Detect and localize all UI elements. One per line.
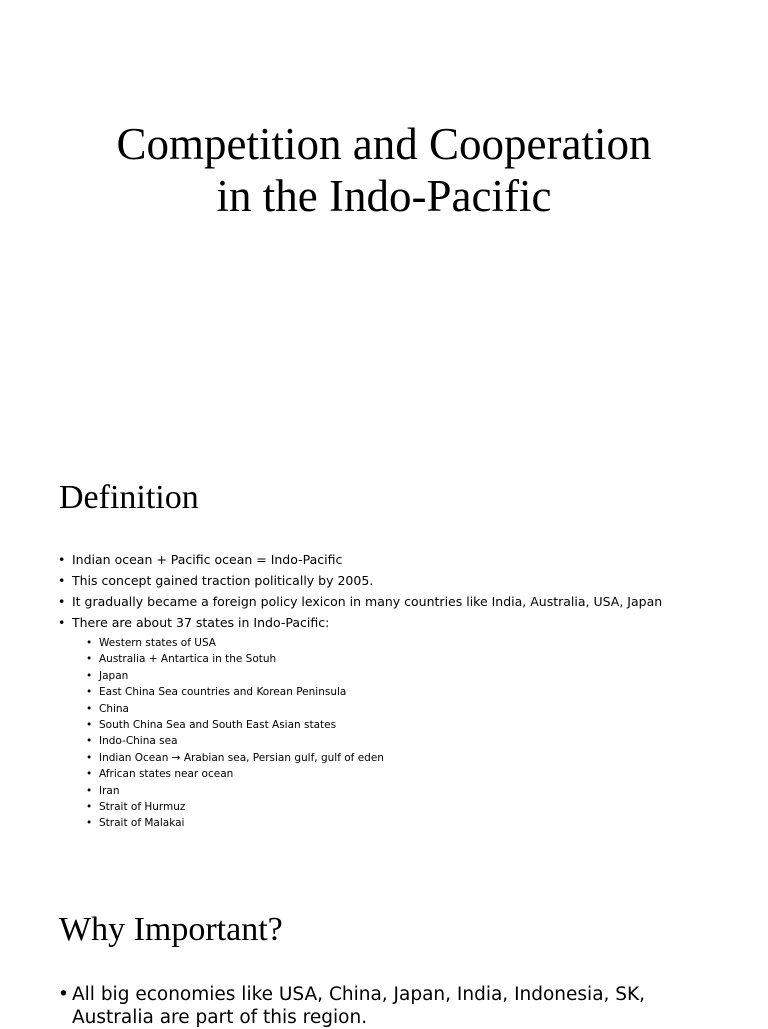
why-important-bullet-list (58, 983, 698, 1029)
title-line-2: in the Indo-Pacific (216, 171, 552, 221)
sub-list-item: • Australia + Antartica in the Sotuh (86, 651, 662, 667)
sub-list-item: • Iran (86, 783, 662, 799)
sub-list-item: • Strait of Hurmuz (86, 799, 662, 815)
definition-bullet-list (58, 549, 662, 832)
title-line-1: Competition and Cooperation (116, 119, 652, 169)
why-important-heading: Why Important? (59, 911, 283, 948)
sub-list-item: • Indo-China sea (86, 733, 662, 749)
sub-list-item: • Japan (86, 668, 662, 684)
list-item: • This concept gained traction politically by 2005. (58, 570, 662, 591)
sub-list-item: • South China Sea and South East Asian states (86, 717, 662, 733)
list-item: • All big economies like USA, China, Japan, India, Indonesia, SK, Australia are part of this region. (58, 983, 698, 1029)
sub-list-item: • China (86, 701, 662, 717)
states-sub-list (72, 635, 662, 832)
list-item-text: There are about 37 states in Indo-Pacific: (72, 615, 330, 630)
list-item: • Indian ocean + Pacific ocean = Indo-Pacific (58, 549, 662, 570)
title-slide (0, 0, 768, 440)
list-item: • It gradually became a foreign policy lexicon in many countries like India, Australia, USA, Japan (58, 591, 662, 612)
sub-list-item: • East China Sea countries and Korean Peninsula (86, 684, 662, 700)
sub-list-item: • Western states of USA (86, 635, 662, 651)
list-item-states (58, 612, 662, 832)
sub-list-item: • Strait of Malakai (86, 815, 662, 831)
definition-heading: Definition (59, 479, 199, 516)
sub-list-item: • African states near ocean (86, 766, 662, 782)
page-title (0, 118, 768, 222)
sub-list-item: • Indian Ocean → Arabian sea, Persian gulf, gulf of eden (86, 750, 662, 766)
